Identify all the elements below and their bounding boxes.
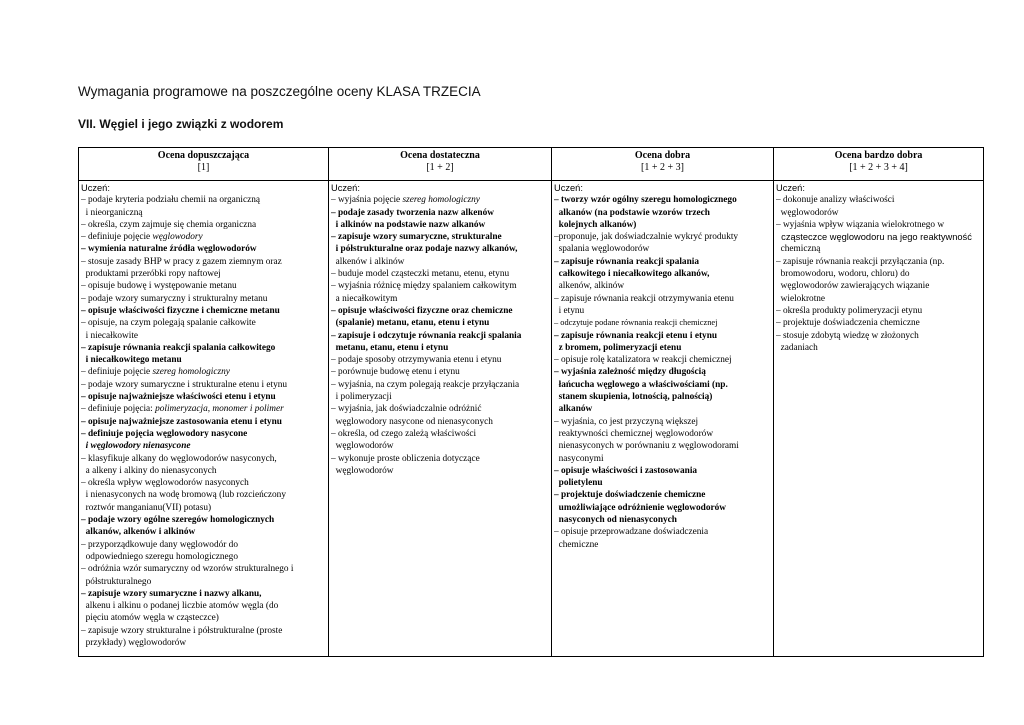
requirement-text: – dokonuje analizy właściwości xyxy=(776,195,895,206)
requirement-line xyxy=(776,280,981,292)
requirement-text: – podaje wzory sumaryczne i strukturalne etenu i etynu xyxy=(81,379,288,390)
requirement-line xyxy=(81,379,326,391)
requirement-text: i alkinów na podstawie nazw alkanów xyxy=(331,219,486,230)
requirement-line xyxy=(81,514,326,526)
requirement-line xyxy=(554,293,771,305)
requirement-line xyxy=(331,219,549,231)
requirement-text: – opisuje właściwości fizyczne i chemiczne metanu xyxy=(81,305,280,316)
requirement-text: (spalanie) metanu, etanu, etenu i etynu xyxy=(331,318,490,329)
requirement-text: i nieorganiczną xyxy=(81,207,143,218)
requirement-line xyxy=(81,207,326,219)
requirement-text: – zapisuje wzory strukturalne i półstrukturalne (proste xyxy=(81,625,283,636)
requirement-line xyxy=(776,305,981,317)
requirement-line xyxy=(554,354,771,366)
requirement-text: – tworzy wzór ogólny szeregu homologicznego xyxy=(554,195,737,206)
requirement-text: i niecałkowitego metanu xyxy=(81,355,182,366)
requirement-text: – stosuje zdobytą wiedzę w złożonych xyxy=(776,330,919,341)
requirement-text: – projektuje doświadczenia chemiczne xyxy=(776,318,920,329)
requirement-line xyxy=(81,366,326,378)
header-grade-range: [1] xyxy=(197,162,210,173)
requirement-line xyxy=(81,391,326,403)
requirement-text: – podaje zasady tworzenia nazw alkenów xyxy=(331,207,494,218)
requirement-text: – podaje wzory ogólne szeregów homologicznych xyxy=(81,515,275,526)
requirement-text: alkenów i alkinów xyxy=(331,256,405,267)
requirement-line xyxy=(554,502,771,514)
requirement-text: – wymienia naturalne źródła węglowodorów xyxy=(81,244,257,255)
requirement-line xyxy=(81,354,326,366)
requirement-line xyxy=(554,428,771,440)
requirement-text: – przyporządkowuje dany węglowodór do xyxy=(81,539,238,550)
requirement-text: – wyjaśnia, co jest przyczyną większej xyxy=(554,416,699,427)
requirement-text: – określa produkty polimeryzacji etynu xyxy=(776,305,923,316)
requirement-text: chemiczne xyxy=(554,539,599,550)
requirements-cell-grade-1 xyxy=(79,181,329,657)
requirement-text: – definiuje pojęcia: xyxy=(81,404,156,415)
header-grade-3 xyxy=(552,148,774,181)
requirement-text: – opisuje rolę katalizatora w reakcji chemicznej xyxy=(554,355,732,366)
requirement-text: – zapisuje równania reakcji otrzymywania etenu xyxy=(554,293,734,304)
header-grade-1 xyxy=(79,148,329,181)
requirement-text: chemiczną xyxy=(776,244,821,255)
requirement-line xyxy=(554,207,771,219)
requirement-line xyxy=(554,489,771,501)
requirement-line xyxy=(554,342,771,354)
requirement-line xyxy=(81,637,326,649)
requirement-line xyxy=(331,379,549,391)
requirement-line xyxy=(81,280,326,292)
header-grade-range: [1 + 2 + 3 + 4] xyxy=(849,162,908,173)
requirement-line xyxy=(331,305,549,317)
requirement-term: szereg homologiczny xyxy=(152,367,230,378)
requirement-text: przykłady) węglowodorów xyxy=(81,637,187,648)
requirement-text: – odczytuje podane równania reakcji chemicznej xyxy=(554,318,718,328)
requirement-line xyxy=(81,403,326,415)
requirement-text: nienasyconych w porównaniu z węglowodorami xyxy=(554,441,739,452)
requirement-line xyxy=(81,600,326,612)
header-grade-name: Ocena dobra xyxy=(634,150,691,161)
requirement-text: i węglowodory nienasycone xyxy=(81,441,191,452)
requirement-line xyxy=(331,317,549,329)
requirements-table xyxy=(78,147,984,657)
requirement-line xyxy=(331,280,549,292)
requirement-text: Uczeń: xyxy=(554,183,583,193)
requirement-text: – projektuje doświadczenie chemiczne xyxy=(554,490,706,501)
section-title: VII. Węgiel i jego związki z wodorem xyxy=(78,117,284,131)
requirement-line xyxy=(331,243,549,255)
requirement-text: umożliwiające odróżnienie węglowodorów xyxy=(554,502,726,513)
requirement-line xyxy=(554,219,771,231)
requirement-text: – opisuje właściwości fizyczne oraz chemiczne xyxy=(331,305,513,316)
requirement-text: – podaje kryteria podziału chemii na organiczną xyxy=(81,195,260,206)
requirement-line xyxy=(81,563,326,575)
header-row xyxy=(79,148,984,181)
requirement-line xyxy=(554,403,771,415)
requirement-text: bromowodoru, wodoru, chloru) do xyxy=(776,269,910,280)
requirement-line xyxy=(331,256,549,268)
requirement-text: reaktywności chemicznej węglowodorów xyxy=(554,428,714,439)
requirement-line xyxy=(554,379,771,391)
requirement-line xyxy=(81,428,326,440)
requirement-text: i etynu xyxy=(554,305,585,316)
requirement-text: spalania węglowodorów xyxy=(554,244,650,255)
requirement-text: zadaniach xyxy=(776,342,818,353)
cell-intro xyxy=(554,182,771,194)
requirement-text: węglowodorów zawierających wiązanie xyxy=(776,281,930,292)
requirement-line xyxy=(554,440,771,452)
requirement-line xyxy=(776,207,981,219)
requirement-text: roztwór manganianu(VII) potasu) xyxy=(81,502,212,513)
requirement-line xyxy=(81,588,326,600)
requirement-text: odpowiedniego szeregu homologicznego xyxy=(81,551,238,562)
requirement-line xyxy=(81,502,326,514)
requirement-text: półstrukturalnego xyxy=(81,576,152,587)
requirement-line xyxy=(81,305,326,317)
requirement-line xyxy=(776,231,981,243)
requirement-line xyxy=(81,342,326,354)
requirement-line xyxy=(81,612,326,624)
requirement-line xyxy=(81,539,326,551)
requirement-line xyxy=(554,514,771,526)
requirement-line xyxy=(81,317,326,329)
requirement-line xyxy=(331,330,549,342)
requirement-line xyxy=(331,293,549,305)
requirement-text: i polimeryzacji xyxy=(331,392,392,403)
requirement-text: – zapisuje równania reakcji spalania całkowitego xyxy=(81,342,276,353)
requirement-line xyxy=(554,280,771,292)
requirement-text: – definiuje pojęcie xyxy=(81,367,153,378)
requirement-line xyxy=(81,489,326,501)
requirement-line xyxy=(81,551,326,563)
requirement-text: kolejnych alkanów) xyxy=(554,219,637,230)
requirement-text: stanem skupienia, lotnością, palnością) xyxy=(554,392,713,403)
requirement-line xyxy=(81,453,326,465)
requirement-text: i półstrukturalne oraz podaje nazwy alkanów, xyxy=(331,244,518,255)
header-grade-name: Ocena bardzo dobra xyxy=(834,150,923,161)
requirement-text: – zapisuje równania reakcji spalania xyxy=(554,256,699,267)
requirement-line xyxy=(776,293,981,305)
requirement-text: cząsteczce węglowodoru na jego reaktywność xyxy=(776,232,972,243)
requirement-line xyxy=(554,477,771,489)
requirement-line xyxy=(554,268,771,280)
requirement-text: produktami przeróbki ropy naftowej xyxy=(81,269,221,280)
requirement-text: i nienasyconych na wodę bromową (lub rozcieńczony xyxy=(81,490,286,501)
requirement-text: – opisuje najważniejsze zastosowania etenu i etynu xyxy=(81,416,282,427)
requirement-text: – opisuje właściwości i zastosowania xyxy=(554,465,698,476)
requirement-line xyxy=(554,256,771,268)
requirement-text: – zapisuje i odczytuje równania reakcji spalania xyxy=(331,330,522,341)
requirement-text: – buduje model cząsteczki metanu, etenu, etynu xyxy=(331,269,510,280)
requirement-text: Uczeń: xyxy=(776,183,805,193)
requirement-line xyxy=(554,366,771,378)
requirements-cell-grade-2 xyxy=(329,181,552,657)
requirement-line xyxy=(81,440,326,452)
requirement-line xyxy=(776,342,981,354)
header-grade-range: [1 + 2 + 3] xyxy=(641,162,684,173)
requirement-line xyxy=(81,293,326,305)
header-grade-name: Ocena dopuszczająca xyxy=(157,150,250,161)
requirement-line xyxy=(554,330,771,342)
requirement-line xyxy=(554,243,771,255)
requirement-text: węglowodorów xyxy=(776,207,839,218)
requirement-text: alkanów xyxy=(554,404,593,415)
requirement-line xyxy=(331,268,549,280)
requirement-text: – opisuje budowę i występowanie metanu xyxy=(81,281,237,292)
requirement-line xyxy=(331,403,549,415)
requirement-text: węglowodory nasycone od nienasyconych xyxy=(331,416,493,427)
requirement-line xyxy=(554,453,771,465)
requirement-text: alkenów, alkinów xyxy=(554,281,625,292)
requirement-line xyxy=(776,219,981,231)
requirement-line xyxy=(331,231,549,243)
requirement-text: – odróżnia wzór sumaryczny od wzorów strukturalnego i xyxy=(81,564,294,575)
header-grade-range: [1 + 2] xyxy=(426,162,454,173)
requirement-line xyxy=(776,330,981,342)
requirement-text: – porównuje budowę etenu i etynu xyxy=(331,367,460,378)
requirement-line xyxy=(81,477,326,489)
requirement-text: wielokrotne xyxy=(776,293,826,304)
requirement-line xyxy=(331,391,549,403)
requirement-line xyxy=(331,465,549,477)
requirement-line xyxy=(81,526,326,538)
requirement-text: węglowodorów xyxy=(331,465,394,476)
requirements-row xyxy=(79,181,984,657)
requirement-text: – podaje sposoby otrzymywania etenu i etynu xyxy=(331,355,502,366)
requirement-line xyxy=(331,440,549,452)
requirement-text: – zapisuje wzory sumaryczne, strukturalne xyxy=(331,232,502,243)
requirement-text: i niecałkowite xyxy=(81,330,139,341)
requirement-text: – zapisuje równania reakcji przyłączania (np. xyxy=(776,256,945,267)
requirement-text: – podaje wzory sumaryczny i strukturalny metanu xyxy=(81,293,268,304)
requirement-line xyxy=(331,416,549,428)
document-title: Wymagania programowe na poszczególne oceny KLASA TRZECIA xyxy=(78,84,481,99)
requirement-line xyxy=(331,342,549,354)
requirement-line xyxy=(554,231,771,243)
requirement-text: alkanów, alkenów i alkinów xyxy=(81,527,196,538)
requirement-text: – stosuje zasady BHP w pracy z gazem ziemnym oraz xyxy=(81,256,282,267)
requirement-text: – opisuje najważniejsze właściwości etenu i etynu xyxy=(81,392,276,403)
requirement-text: – wyjaśnia wpływ wiązania wielokrotnego w xyxy=(776,219,945,230)
requirement-line xyxy=(554,465,771,477)
requirement-line xyxy=(776,256,981,268)
requirement-text: – wyjaśnia zależność między długością xyxy=(554,367,706,378)
cell-intro xyxy=(81,182,326,194)
requirement-text: polietylenu xyxy=(554,478,603,489)
requirement-line xyxy=(554,416,771,428)
requirement-line xyxy=(776,317,981,329)
requirement-text: węglowodorów xyxy=(331,441,394,452)
requirement-line xyxy=(81,219,326,231)
requirement-text: łańcucha węglowego a właściwościami (np. xyxy=(554,379,728,390)
requirement-line xyxy=(81,416,326,428)
requirement-term: szereg homologiczny xyxy=(402,195,480,206)
requirement-text: całkowitego i niecałkowitego alkanów, xyxy=(554,269,710,280)
requirement-line xyxy=(81,256,326,268)
requirement-text: – opisuje, na czym polegają spalanie całkowite xyxy=(81,318,256,329)
requirements-cell-grade-3 xyxy=(552,181,774,657)
requirement-line xyxy=(331,194,549,206)
header-grade-2 xyxy=(329,148,552,181)
requirement-line xyxy=(554,526,771,538)
requirement-text: – opisuje przeprowadzane doświadczenia xyxy=(554,527,709,538)
requirement-line xyxy=(554,539,771,551)
requirement-line xyxy=(331,453,549,465)
header-grade-name: Ocena dostateczna xyxy=(400,150,480,161)
cell-intro xyxy=(331,182,549,194)
requirement-line xyxy=(331,428,549,440)
header-grade-4 xyxy=(774,148,984,181)
requirement-text: – klasyfikuje alkany do węglowodorów nasyconych, xyxy=(81,453,277,464)
requirement-text: –proponuje, jak doświadczalnie wykryć produkty xyxy=(554,232,739,243)
requirement-text: alkenu i alkinu o podanej liczbie atomów węgla (do xyxy=(81,601,279,612)
requirement-text: – określa, czym zajmuje się chemia organiczna xyxy=(81,219,257,230)
requirement-text: – określa wpływ węglowodorów nasyconych xyxy=(81,478,249,489)
requirement-text: a niecałkowitym xyxy=(331,293,398,304)
requirement-line xyxy=(331,354,549,366)
cell-intro xyxy=(776,182,981,194)
requirement-text: nasyconymi xyxy=(554,453,604,464)
requirement-line xyxy=(331,207,549,219)
requirement-text: – wyjaśnia, jak doświadczalnie odróżnić xyxy=(331,404,482,415)
requirement-text: alkanów (na podstawie wzorów trzech xyxy=(554,207,710,218)
requirement-text: – wyjaśnia, na czym polegają reakcje przyłączania xyxy=(331,379,520,390)
requirement-line xyxy=(81,243,326,255)
requirement-text: – wykonuje proste obliczenia dotyczące xyxy=(331,453,480,464)
requirement-text: a alkeny i alkiny do nienasyconych xyxy=(81,465,217,476)
requirement-line xyxy=(776,268,981,280)
requirement-line xyxy=(331,366,549,378)
requirement-line xyxy=(81,576,326,588)
requirement-term: węglowodory xyxy=(152,232,203,243)
requirement-text: – określa, od czego zależą właściwości xyxy=(331,428,477,439)
requirement-line xyxy=(81,465,326,477)
requirement-line xyxy=(81,268,326,280)
requirement-line xyxy=(776,194,981,206)
requirement-text: – zapisuje wzory sumaryczne i nazwy alkanu, xyxy=(81,588,262,599)
requirement-line xyxy=(81,194,326,206)
requirement-term: polimeryzacja, monomer i polimer xyxy=(155,404,284,415)
requirements-cell-grade-4 xyxy=(774,181,984,657)
requirement-line xyxy=(554,317,771,329)
requirement-line xyxy=(81,625,326,637)
requirement-text: Uczeń: xyxy=(81,183,110,193)
requirement-text: pięciu atomów węgla w cząsteczce) xyxy=(81,613,219,624)
requirement-line xyxy=(81,330,326,342)
requirement-line xyxy=(554,305,771,317)
requirement-text: – wyjaśnia różnicę między spalaniem całkowitym xyxy=(331,281,517,292)
requirement-text: Uczeń: xyxy=(331,183,360,193)
requirement-text: z bromem, polimeryzacji etenu xyxy=(554,342,682,353)
requirement-line xyxy=(554,391,771,403)
requirement-text: – definiuje pojęcia węglowodory nasycone xyxy=(81,428,248,439)
requirement-text: – wyjaśnia pojęcie xyxy=(331,195,403,206)
requirement-line xyxy=(776,243,981,255)
requirement-text: metanu, etanu, etenu i etynu xyxy=(331,342,449,353)
requirement-text: – definiuje pojęcie xyxy=(81,232,153,243)
requirement-text: – zapisuje równania reakcji etenu i etynu xyxy=(554,330,718,341)
requirement-text: nasyconych od nienasyconych xyxy=(554,515,677,526)
requirement-line xyxy=(554,194,771,206)
requirement-line xyxy=(81,231,326,243)
